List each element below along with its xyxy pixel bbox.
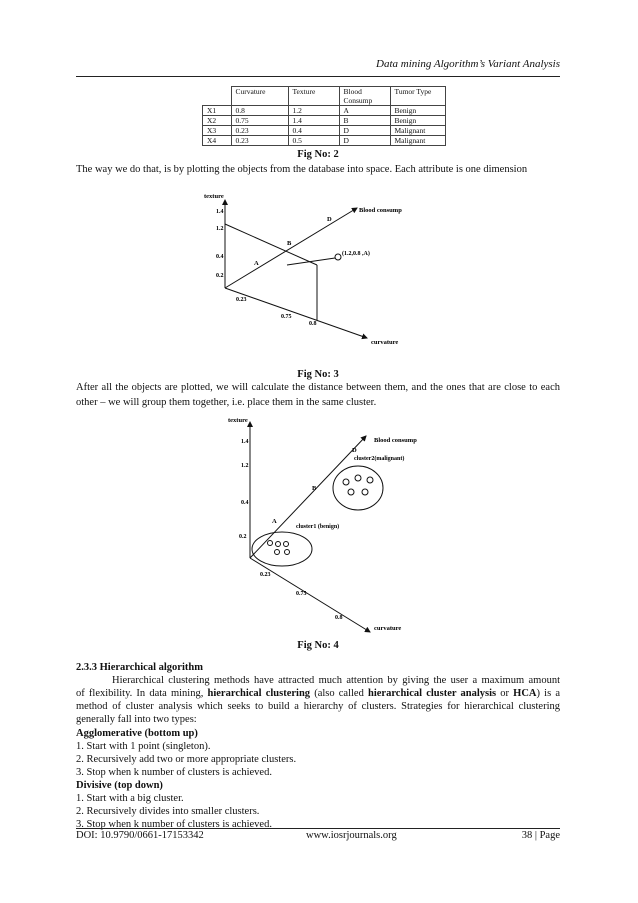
table-cell: D xyxy=(339,136,390,146)
texture-axis-label: texture xyxy=(228,417,248,424)
point-label-d: D xyxy=(327,216,332,223)
table-header-cell: Blood Consump xyxy=(339,87,390,106)
table-cell: 0.23 xyxy=(231,126,288,136)
blood-consump-axis-label: Blood consump xyxy=(359,207,402,214)
text-run: or xyxy=(496,688,514,699)
section-paragraph-line: generally fall into two types: xyxy=(76,714,197,725)
cluster1-point xyxy=(285,550,290,555)
texture-axis-label: texture xyxy=(204,193,224,200)
curvature-axis-label: curvature xyxy=(374,625,402,632)
cluster1-point xyxy=(268,541,273,546)
section-paragraph-line: Hierarchical clustering methods have attracted much attention by giving the user a maximum amount xyxy=(112,675,560,686)
texture-tick-label: 1.4 xyxy=(216,209,224,215)
projection-line xyxy=(225,224,317,265)
term-hca: HCA xyxy=(513,688,537,699)
texture-tick-label: 0.2 xyxy=(239,534,247,540)
figure-4-diagram xyxy=(220,410,440,636)
figure-3-caption: Fig No: 3 xyxy=(297,369,339,380)
cluster1-point xyxy=(275,550,280,555)
cluster1-ellipse xyxy=(252,532,312,566)
table-header-cell: Curvature xyxy=(231,87,288,106)
cluster2-label: cluster2(malignant) xyxy=(354,456,405,462)
curvature-tick-label: 0.8 xyxy=(335,615,343,621)
paragraph-distance: After all the objects are plotted, we will calculate the distance between them, and the ones that are close to each other – we will group them together, i.e. place them in the same cluster. xyxy=(76,382,560,408)
list-item: 2. Recursively divides into smaller clusters. xyxy=(76,806,260,817)
table-cell: X4 xyxy=(203,136,232,146)
attribute-table xyxy=(202,86,446,146)
table-cell: 0.4 xyxy=(288,126,339,136)
footer-doi: DOI: 10.9790/0661-17153342 xyxy=(76,830,204,841)
point-label-b: B xyxy=(287,240,292,247)
cluster1-label: cluster1 (benign) xyxy=(296,524,340,530)
text-run: ) is a xyxy=(536,688,560,699)
texture-tick-label: 1.2 xyxy=(216,226,224,232)
cluster2-point xyxy=(348,489,354,495)
term-hierarchical-clustering: hierarchical clustering xyxy=(207,688,311,699)
table-header-cell xyxy=(203,87,232,106)
projection-line xyxy=(287,258,335,265)
text-run: (also called xyxy=(310,688,368,699)
cluster2-point xyxy=(362,489,368,495)
blood-consump-axis xyxy=(250,436,366,558)
curvature-axis xyxy=(225,288,367,338)
text-run: of flexibility. In data mining, xyxy=(76,688,208,699)
cluster2-point xyxy=(343,479,349,485)
table-cell: Malignant xyxy=(390,126,445,136)
list-item: 3. Stop when k number of clusters is achieved. xyxy=(76,767,272,778)
axis-letter-b: B xyxy=(312,485,317,492)
axis-letter-a: A xyxy=(272,518,277,525)
table-cell: Benign xyxy=(390,116,445,126)
cluster1-point xyxy=(276,542,281,547)
texture-tick-label: 1.2 xyxy=(241,463,249,469)
cluster2-point xyxy=(367,477,373,483)
table-row xyxy=(203,126,446,136)
header-rule xyxy=(76,76,560,77)
agglomerative-heading: Agglomerative (bottom up) xyxy=(76,728,198,739)
point-annotation: (1.2,0.8 ,A) xyxy=(342,251,370,257)
curvature-tick-label: 0.8 xyxy=(309,321,317,327)
cluster2-point xyxy=(355,475,361,481)
texture-tick-label: 0.4 xyxy=(241,500,249,506)
curvature-tick-label: 0.75 xyxy=(281,314,292,320)
data-point-marker xyxy=(335,254,341,260)
curvature-tick-label: 0.23 xyxy=(236,297,247,303)
table-cell: X3 xyxy=(203,126,232,136)
figure-4-caption: Fig No: 4 xyxy=(297,640,339,651)
table-cell: 0.8 xyxy=(231,106,288,116)
list-item: 3. Stop when k number of clusters is achieved. xyxy=(76,819,272,830)
table-header-cell: Texture xyxy=(288,87,339,106)
table-cell: 0.5 xyxy=(288,136,339,146)
table-cell: D xyxy=(339,126,390,136)
section-paragraph-line xyxy=(76,687,560,700)
curvature-axis-label: curvature xyxy=(371,339,399,346)
table-cell: 1.2 xyxy=(288,106,339,116)
cluster2-ellipse xyxy=(333,466,383,510)
point-label-a: A xyxy=(254,260,259,267)
texture-tick-label: 0.2 xyxy=(216,273,224,279)
table-cell: A xyxy=(339,106,390,116)
list-item: 1. Start with 1 point (singleton). xyxy=(76,741,211,752)
texture-tick-label: 0.4 xyxy=(216,254,224,260)
table-cell: Malignant xyxy=(390,136,445,146)
footer-page-number: 38 | Page xyxy=(521,830,560,841)
figure-2-caption: Fig No: 2 xyxy=(297,149,339,160)
list-item: 1. Start with a big cluster. xyxy=(76,793,184,804)
divisive-heading: Divisive (top down) xyxy=(76,780,163,791)
table-cell: X1 xyxy=(203,106,232,116)
blood-consump-axis xyxy=(225,208,357,288)
running-header: Data mining Algorithm’s Variant Analysis xyxy=(376,58,560,70)
footer-rule xyxy=(76,828,560,829)
axis-letter-d: D xyxy=(352,447,357,454)
table-cell: 0.75 xyxy=(231,116,288,126)
blood-consump-axis-label: Blood consump xyxy=(374,437,417,444)
table-header-row xyxy=(203,87,446,106)
curvature-tick-label: 0.23 xyxy=(260,572,271,578)
texture-tick-label: 1.4 xyxy=(241,439,249,445)
table-row xyxy=(203,136,446,146)
table-cell: 0.23 xyxy=(231,136,288,146)
section-paragraph-line: method of cluster analysis which seeks to build a hierarchy of clusters. Strategies for hierarchical clustering xyxy=(76,701,560,712)
table-row xyxy=(203,116,446,126)
footer-website: www.iosrjournals.org xyxy=(306,830,397,841)
section-heading: 2.3.3 Hierarchical algorithm xyxy=(76,662,203,673)
curvature-axis xyxy=(250,558,370,632)
paragraph-plotting: The way we do that, is by plotting the objects from the database into space. Each attribute is one dimension xyxy=(76,164,528,175)
figure-3-diagram xyxy=(195,188,415,348)
table-cell: X2 xyxy=(203,116,232,126)
table-cell: B xyxy=(339,116,390,126)
term-hierarchical-cluster-analysis: hierarchical cluster analysis xyxy=(368,688,497,699)
list-item: 2. Recursively add two or more appropriate clusters. xyxy=(76,754,297,765)
curvature-tick-label: 0.75 xyxy=(296,591,307,597)
table-cell: 1.4 xyxy=(288,116,339,126)
cluster1-point xyxy=(284,542,289,547)
table-cell: Benign xyxy=(390,106,445,116)
table-row xyxy=(203,106,446,116)
table-header-cell: Tumor Type xyxy=(390,87,445,106)
